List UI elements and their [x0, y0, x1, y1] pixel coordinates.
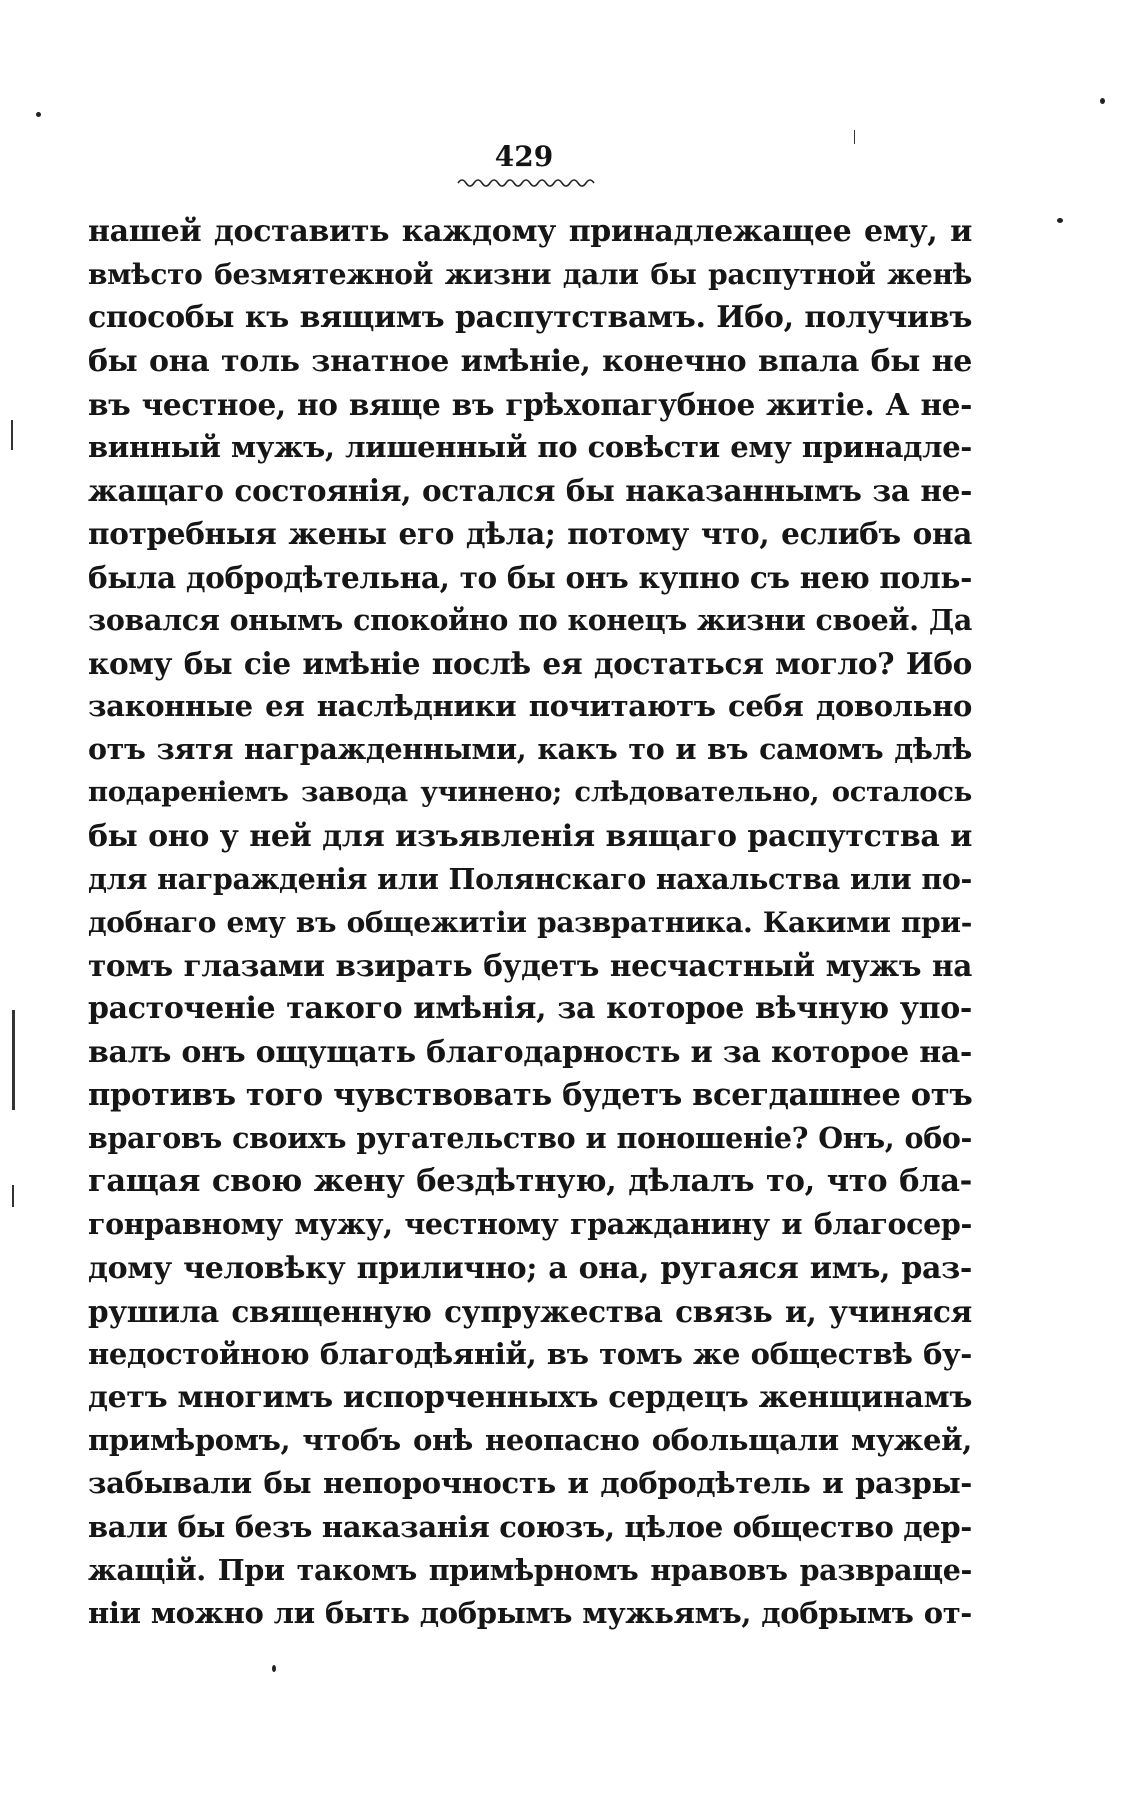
text-line: потребныя жены его дѣла; потому что, еслибъ она: [88, 516, 972, 552]
text-line: гащая свою жену бездѣтную, дѣлалъ то, что бла-: [88, 1163, 972, 1200]
text-line: детъ многимъ испорченныхъ сердецъ женщинамъ: [88, 1380, 972, 1416]
text-line: способы къ вящимъ распутствамъ. Ибо, получивъ: [88, 300, 972, 336]
text-line: бы она толь знатное имѣніе, конечно впала бы не: [88, 343, 972, 379]
page-number: 429: [494, 140, 554, 173]
text-line: въ честное, но вяще въ грѣхопагубное житіе. А не-: [88, 386, 972, 422]
text-line: для награжденія или Полянскаго нахальства или по-: [88, 861, 972, 896]
text-line: была добродѣтельна, то бы онъ купно съ нею поль-: [88, 559, 972, 595]
text-line: законные ея наслѣдники почитаютъ себя довольно: [88, 689, 972, 724]
text-line: жащій. При такомъ примѣрномъ нравовъ развраще-: [88, 1552, 972, 1587]
text-line: гонравному мужу, честному гражданину и благосер-: [88, 1207, 972, 1242]
text-line: вали бы безъ наказанія союзъ, цѣлое общество дер-: [88, 1509, 972, 1544]
text-line: дому человѣку прилично; а она, ругаяся имъ, раз-: [88, 1250, 972, 1286]
text-line: нашей доставить каждому принадлежащее ему, и: [88, 214, 972, 249]
text-line: добнаго ему въ общежитіи развратника. Какими при-: [88, 906, 972, 939]
text-line: ніи можно ли быть добрымъ мужьямъ, добрымъ от-: [88, 1596, 972, 1630]
scan-speck: [1057, 218, 1063, 223]
scan-speck: [1100, 98, 1105, 104]
text-line: примѣромъ, чтобъ онѣ неопасно обольщали мужей,: [88, 1423, 972, 1458]
wavy-ornament-divider: [456, 175, 600, 189]
margin-mark: [12, 1010, 15, 1110]
text-line: отъ зятя награжденными, какъ то и въ самомъ дѣлѣ: [88, 732, 972, 767]
text-line: рушила священную супружества связь и, учиняся: [88, 1293, 972, 1329]
body-text: [88, 210, 972, 1635]
text-line: забывали бы непорочность и добродѣтель и разры-: [88, 1466, 972, 1501]
text-line: зовался онымъ спокойно по конецъ жизни своей. Да: [88, 602, 972, 637]
text-line: винный мужъ, лишенный по совѣсти ему принадле-: [88, 429, 972, 464]
text-line: расточеніе такого имѣнія, за которое вѣчную упо-: [88, 991, 972, 1027]
text-line: враговъ своихъ ругательство и поношеніе? Онъ, обо-: [88, 1120, 972, 1155]
text-line: валъ онъ ощущать благодарность и за которое на-: [88, 1034, 972, 1070]
text-line: недостойною благодѣяній, въ томъ же обществѣ бу-: [88, 1336, 972, 1371]
text-line: противъ того чувствовать будетъ всегдашнее отъ: [88, 1076, 973, 1113]
text-line: бы оно у ней для изъявленія вящаго распутства и: [88, 818, 972, 854]
text-line: вмѣсто безмятежной жизни дали бы распутной женѣ: [88, 258, 972, 292]
margin-mark: [12, 1185, 14, 1207]
scan-speck: [36, 112, 41, 117]
text-line: томъ глазами взирать будетъ несчастный мужъ на: [88, 948, 972, 984]
text-line: кому бы сіе имѣніе послѣ ея достаться могло? Ибо: [88, 645, 972, 681]
text-line: жащаго состоянія, остался бы наказаннымъ за не-: [88, 473, 972, 509]
margin-mark: [854, 130, 855, 144]
text-line: подареніемъ завода учинено; слѣдовательно, осталось: [88, 776, 972, 809]
scan-speck: [272, 1665, 276, 1672]
margin-mark: [11, 420, 13, 450]
